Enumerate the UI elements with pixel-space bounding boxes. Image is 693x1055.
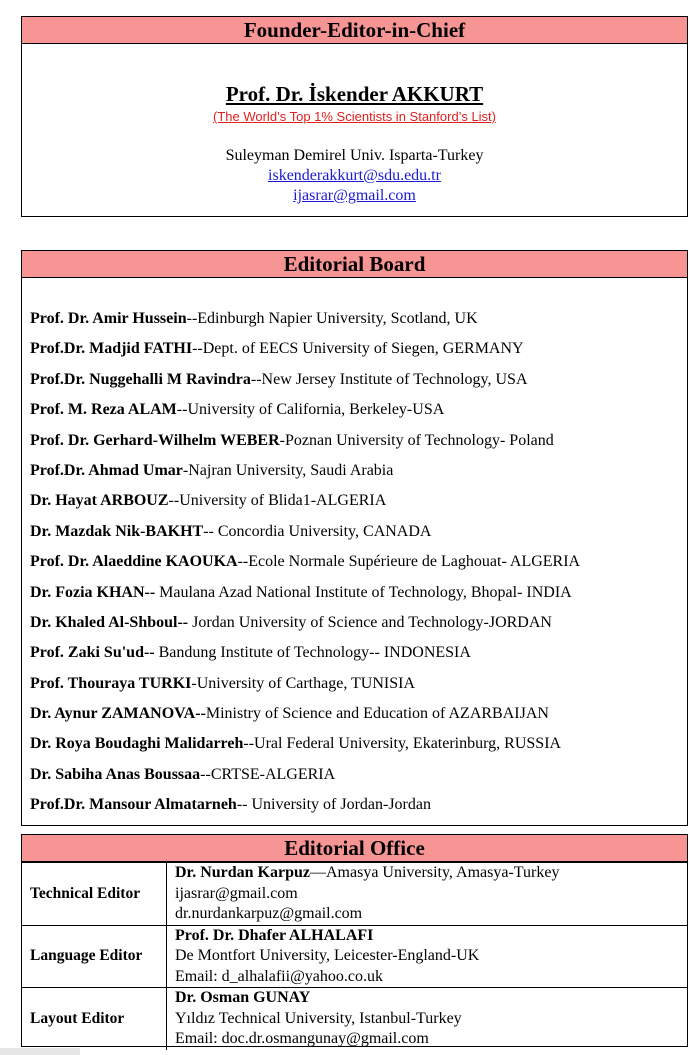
board-member-list bbox=[30, 308, 580, 825]
office-row bbox=[22, 988, 687, 1050]
board-member: Prof.Dr. Nuggehalli M Ravindra--New Jersey Institute of Technology, USA bbox=[30, 370, 528, 388]
journal-email-link[interactable]: ijasrar@gmail.com bbox=[293, 187, 416, 204]
office-line: ijasrar@gmail.com bbox=[175, 884, 298, 902]
office-table bbox=[22, 862, 687, 1050]
board-member: Prof. Thouraya TURKI-University of Carthage, TUNISIA bbox=[30, 674, 416, 692]
office-row bbox=[22, 863, 687, 926]
office-editor-name: Dr. Nurdan Karpuz bbox=[175, 864, 310, 881]
office-line: De Montfort University, Leicester-England-UK bbox=[175, 947, 480, 964]
office-line: Yıldız Technical University, Istanbul-Turkey bbox=[175, 1009, 462, 1027]
board-member: Dr. Roya Boudaghi Malidarreh--Ural Federal University, Ekaterinburg, RUSSIA bbox=[30, 735, 562, 753]
founder-header: Founder-Editor-in-Chief bbox=[22, 17, 687, 44]
office-line: Email: doc.dr.osmangunay@gmail.com bbox=[175, 1030, 429, 1047]
board-member: Prof.Dr. Mansour Almatarneh-- University of Jordan-Jordan bbox=[30, 796, 431, 814]
scrollbar-remnant bbox=[0, 1048, 80, 1055]
office-details bbox=[167, 925, 688, 988]
founder-affiliation: Suleyman Demirel Univ. Isparta-Turkey bbox=[225, 147, 484, 164]
board-member: Dr. Fozia KHAN-- Maulana Azad National Institute of Technology, Bhopal- INDIA bbox=[30, 583, 572, 601]
board-member: Dr. Hayat ARBOUZ--University of Blida1-ALGERIA bbox=[30, 492, 387, 510]
office-line: Email: d_alhalafii@yahoo.co.uk bbox=[175, 967, 384, 985]
editorial-board-section bbox=[21, 250, 688, 826]
board-member: Prof. Zaki Su'ud-- Bandung Institute of Technology-- INDONESIA bbox=[30, 644, 471, 662]
office-role: Language Editor bbox=[22, 925, 167, 988]
founder-section bbox=[21, 16, 688, 217]
office-editor-name: Prof. Dr. Dhafer ALHALAFI bbox=[175, 926, 374, 944]
office-role: Layout Editor bbox=[22, 988, 167, 1050]
office-header: Editorial Office bbox=[22, 835, 687, 862]
board-member: Dr. Sabiha Anas Boussaa--CRTSE-ALGERIA bbox=[30, 765, 336, 783]
founder-name: Prof. Dr. İskender AKKURT bbox=[225, 82, 484, 106]
board-member: Dr. Khaled Al-Shboul-- Jordan University of Science and Technology-JORDAN bbox=[30, 613, 552, 631]
office-details bbox=[167, 863, 688, 926]
founder-email-link[interactable]: iskenderakkurt@sdu.edu.tr bbox=[268, 167, 441, 184]
board-member: Prof. Dr. Amir Hussein--Edinburgh Napier University, Scotland, UK bbox=[30, 310, 478, 327]
office-role: Technical Editor bbox=[22, 863, 167, 926]
founder-note: (The World’s Top 1% Scientists in Stanford’s List) bbox=[213, 109, 496, 124]
board-member: Dr. Aynur ZAMANOVA--Ministry of Science and Education of AZARBAIJAN bbox=[30, 705, 549, 723]
board-member: Prof.Dr. Madjid FATHI--Dept. of EECS University of Siegen, GERMANY bbox=[30, 340, 524, 358]
board-member: Prof.Dr. Ahmad Umar-Najran University, Saudi Arabia bbox=[30, 461, 394, 479]
board-header: Editorial Board bbox=[22, 251, 687, 278]
office-line: dr.nurdankarpuz@gmail.com bbox=[175, 905, 363, 922]
office-editor-name: Dr. Osman GUNAY bbox=[175, 989, 311, 1006]
office-row bbox=[22, 925, 687, 988]
editorial-office-section bbox=[21, 834, 688, 1047]
office-editor-affil: —Amasya University, Amasya-Turkey bbox=[309, 864, 560, 881]
board-member: Prof. Dr. Gerhard-Wilhelm WEBER-Poznan University of Technology- Poland bbox=[30, 431, 554, 449]
office-details bbox=[167, 988, 688, 1050]
board-member: Prof. Dr. Alaeddine KAOUKA--Ecole Normale Supérieure de Laghouat- ALGERIA bbox=[30, 553, 581, 571]
board-member: Dr. Mazdak Nik-BAKHT-- Concordia University, CANADA bbox=[30, 522, 432, 540]
board-member: Prof. M. Reza ALAM--University of California, Berkeley-USA bbox=[30, 401, 445, 419]
